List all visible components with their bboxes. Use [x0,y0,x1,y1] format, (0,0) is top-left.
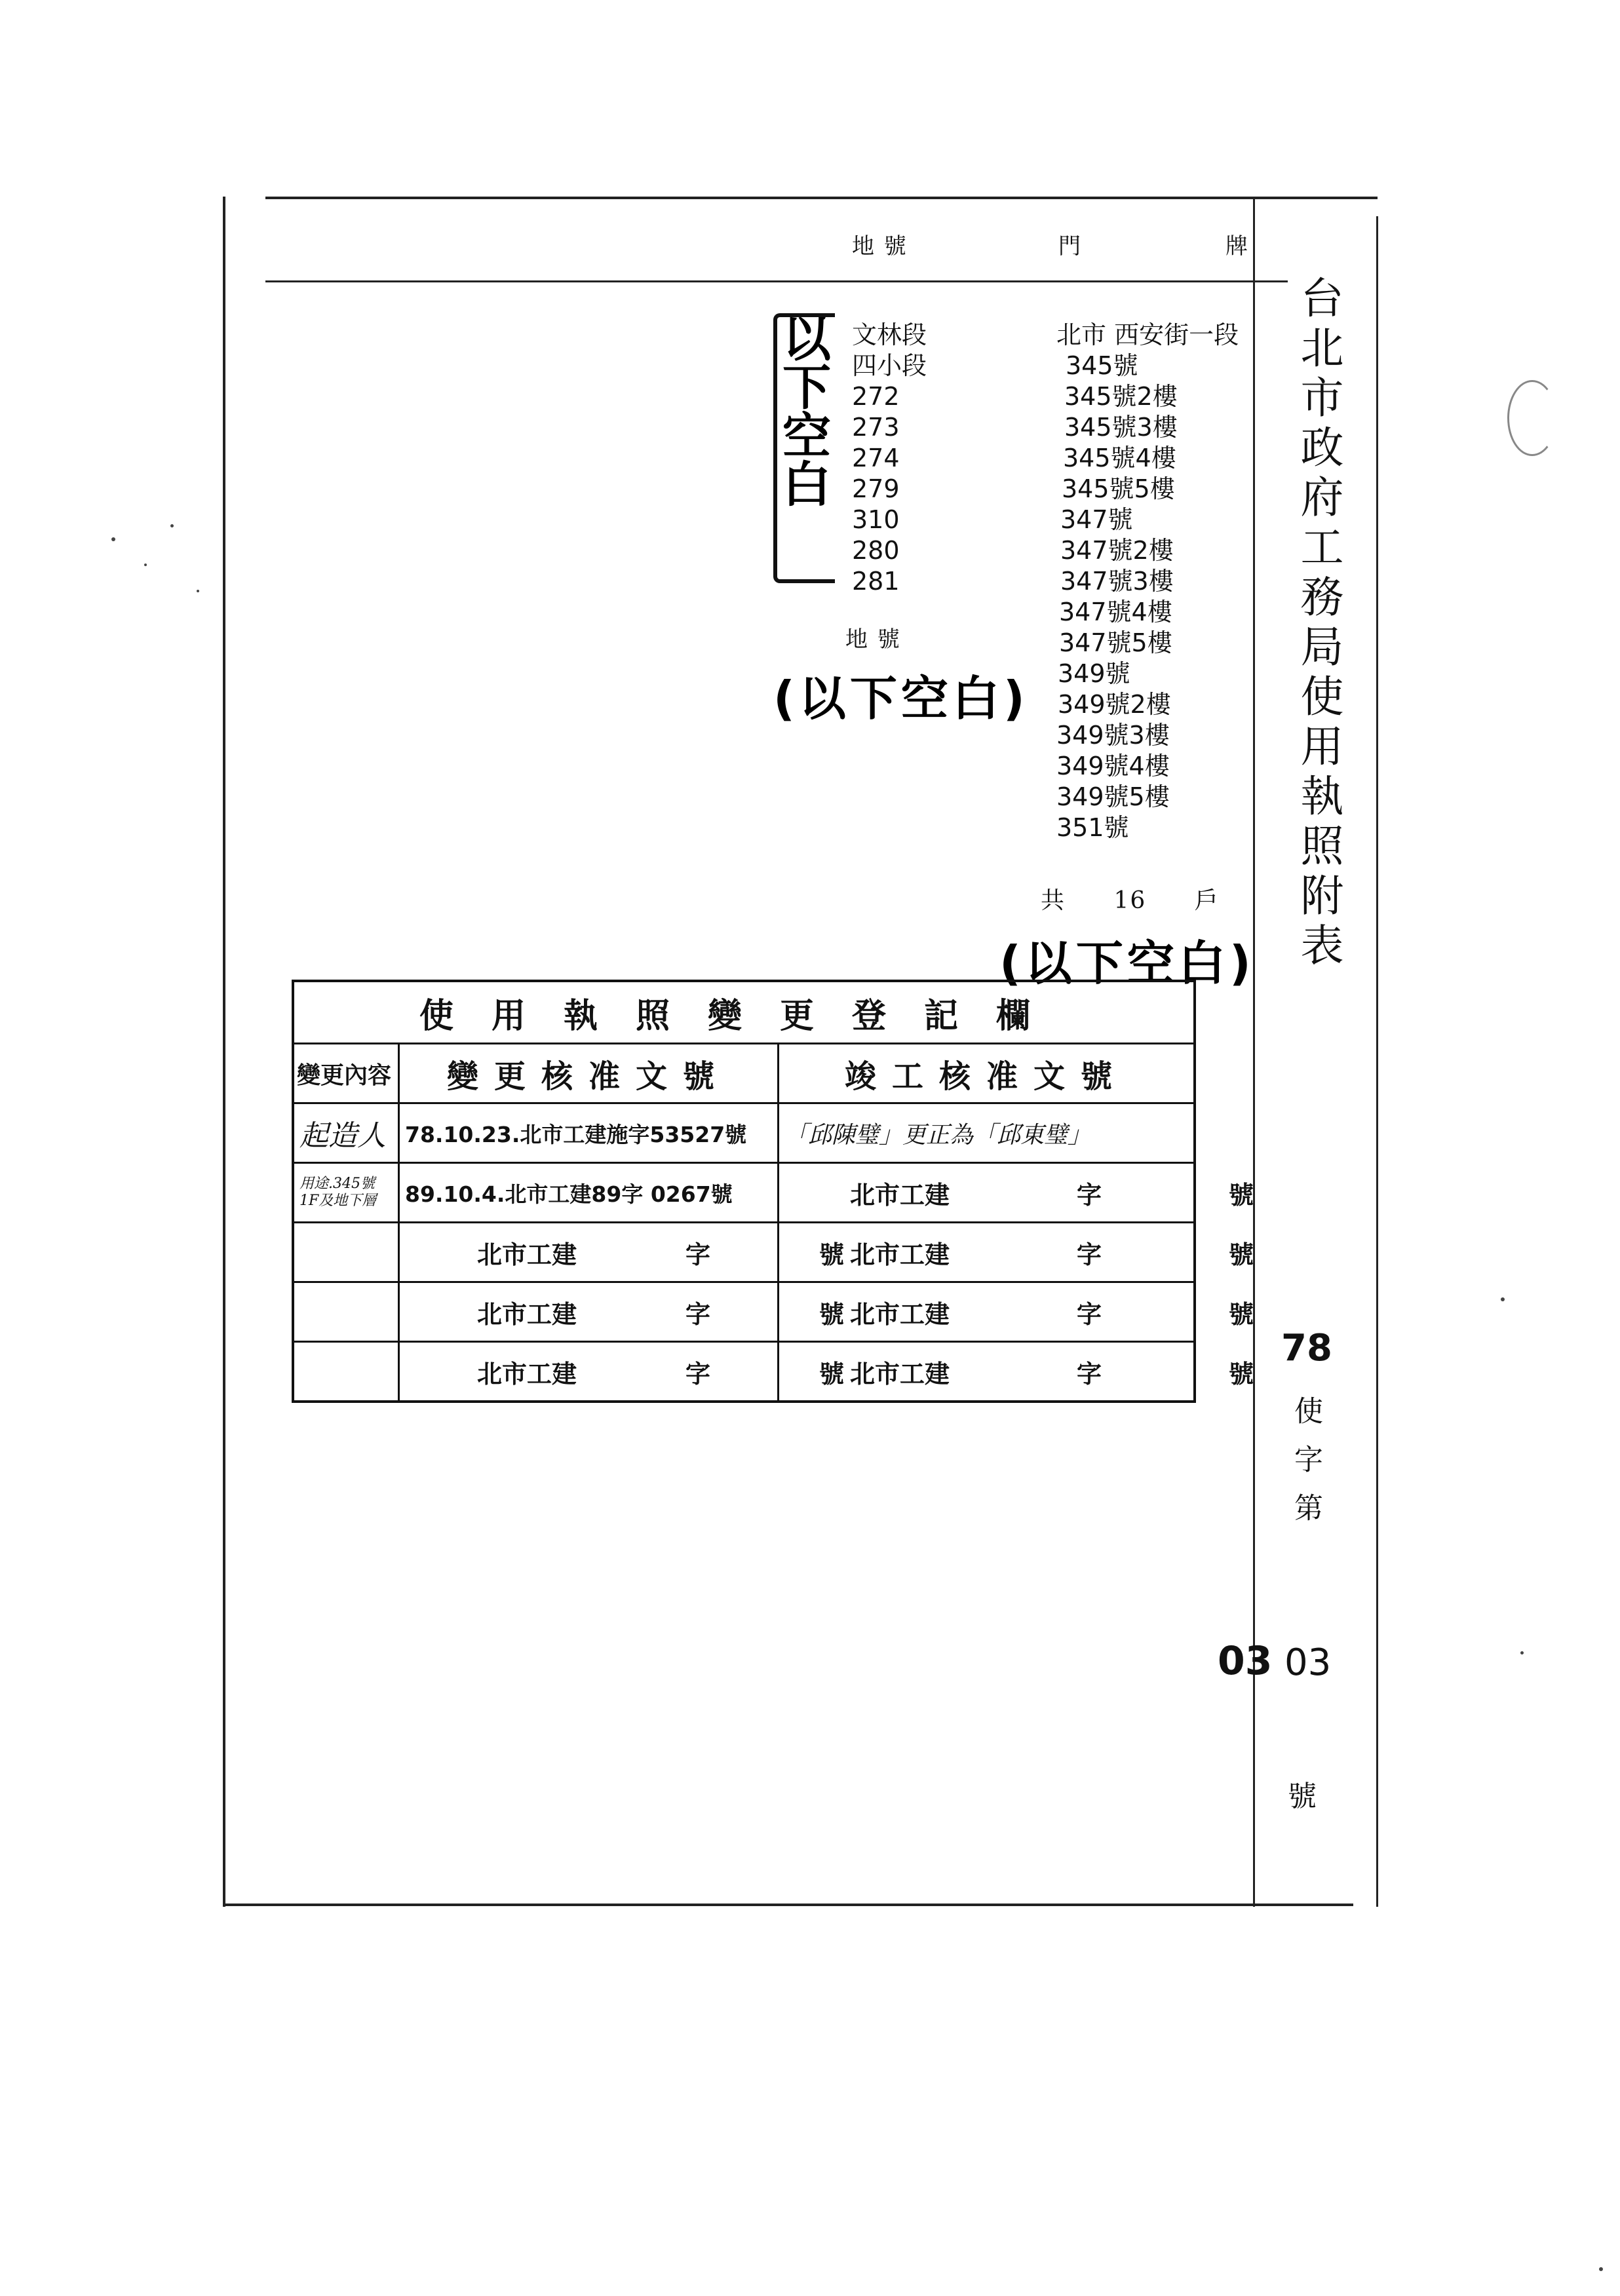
frame-bottom [223,1904,1353,1906]
frame-left [223,197,225,1907]
header-rule [265,280,1288,282]
scan-speck [1501,1297,1505,1301]
scan-speck [144,564,147,566]
register-col-change: 變更核准文號 [399,1044,779,1103]
row-content [293,1342,399,1402]
scan-speck [1520,1651,1524,1655]
table-row [293,1103,1195,1163]
complete-suffix: 號 [1228,1240,1254,1269]
scan-speck [111,537,115,541]
table-row [293,1223,1195,1282]
complete-prefix: 北市工建 [850,1359,950,1388]
lot-section: 文林段 [852,320,927,349]
scan-speck [170,524,174,527]
permit-number-b: 03 [1284,1641,1332,1684]
table-row [293,1342,1195,1402]
complete-suffix: 號 [1228,1299,1254,1329]
header-plate-label: 門 [1058,233,1082,259]
address-column [1056,320,1239,843]
row-change [399,1223,844,1282]
lot-number: 280 [852,536,900,565]
address-item: 347號 [1060,505,1133,534]
frame-right-outer [1376,216,1378,1907]
address-item: 347號2樓 [1060,536,1174,565]
complete-word: 字 [1076,1240,1102,1269]
blank-stamp-lots: (以下空白) [773,671,1029,726]
scan-speck [197,590,199,592]
lot-column [852,320,927,597]
address-street: 北市 西安街一段 [1056,320,1239,349]
address-item: 347號5樓 [1059,628,1172,657]
address-item: 349號3樓 [1056,721,1170,750]
blank-stamp-vertical-text: 以下空白 [775,313,831,507]
complete-suffix: 號 [1228,1180,1254,1210]
row-change: 78.10.23.北市工建施字53527號 [399,1103,779,1163]
row-content [293,1223,399,1282]
address-total: 共 16 戶 [1041,887,1220,914]
change-word: 字 [685,1299,710,1329]
permit-suffix: 號 [1288,1780,1317,1813]
address-item: 351號 [1056,813,1129,842]
row-change [399,1342,844,1402]
table-row [293,1282,1195,1342]
change-suffix: 號 [819,1240,844,1269]
row-content: 起造人 [293,1103,399,1163]
lot-number: 281 [852,567,900,596]
frame-top [265,197,1378,199]
change-suffix: 號 [819,1299,844,1329]
change-prefix: 北市工建 [477,1359,577,1388]
lot-number: 272 [852,382,900,411]
binder-hole-mark [1507,380,1557,456]
address-item: 349號2樓 [1058,690,1171,719]
lot-number: 274 [852,444,900,472]
complete-suffix: 號 [1228,1359,1254,1388]
lot-footer-label: 地 號 [845,626,901,653]
row-content [293,1282,399,1342]
change-prefix: 北市工建 [477,1299,577,1329]
row-change: 89.10.4.北市工建89字 0267號 [399,1163,779,1223]
row-content: 用途.345號1F及地下層 [293,1163,399,1223]
change-register-table [292,980,1254,1403]
lot-number: 279 [852,474,900,503]
complete-prefix: 北市工建 [850,1299,950,1329]
address-item: 345號5樓 [1062,474,1175,503]
lot-subsection: 四小段 [852,351,927,380]
address-item: 349號5樓 [1056,782,1170,811]
row-complete [779,1163,1254,1223]
change-prefix: 北市工建 [477,1240,577,1269]
address-item: 345號3樓 [1064,413,1178,442]
complete-word: 字 [1076,1359,1102,1388]
change-word: 字 [685,1240,710,1269]
permit-number-a: 03 [1218,1638,1273,1684]
permit-year: 78 [1281,1327,1332,1369]
row-change [399,1282,844,1342]
address-item: 345號 [1066,351,1138,380]
register-col-complete: 竣工核准文號 [779,1044,1195,1103]
row-complete: 「邱陳璧」更正為「邱東璧」 [779,1103,1195,1163]
permit-prefix: 使字第 [1289,1396,1322,1541]
scan-speck [1599,2267,1603,2271]
blank-stamp-bracket [773,313,835,583]
header-plate-label-2: 牌 [1225,233,1249,259]
address-item: 345號2樓 [1064,382,1178,411]
lot-number: 310 [852,505,900,534]
lot-number: 273 [852,413,900,442]
register-title: 使用執照變更登記欄 [293,981,1195,1044]
complete-word: 字 [1076,1299,1102,1329]
side-title: 台北市政府工務局使用執照附表 [1293,275,1343,972]
table-row [293,1163,1195,1223]
address-item: 347號4樓 [1059,598,1172,626]
change-word: 字 [685,1359,710,1388]
address-item: 349號4樓 [1056,752,1170,780]
header-lot-label: 地 號 [852,233,908,259]
change-suffix: 號 [819,1359,844,1388]
address-item: 349號 [1058,659,1130,688]
address-item: 347號3樓 [1060,567,1174,596]
complete-prefix: 北市工建 [850,1240,950,1269]
blank-stamp-addresses: (以下空白) [999,936,1255,991]
complete-word: 字 [1076,1180,1102,1210]
complete-prefix: 北市工建 [850,1180,950,1210]
address-item: 345號4樓 [1063,444,1176,472]
register-col-content: 變更內容 [293,1044,399,1103]
